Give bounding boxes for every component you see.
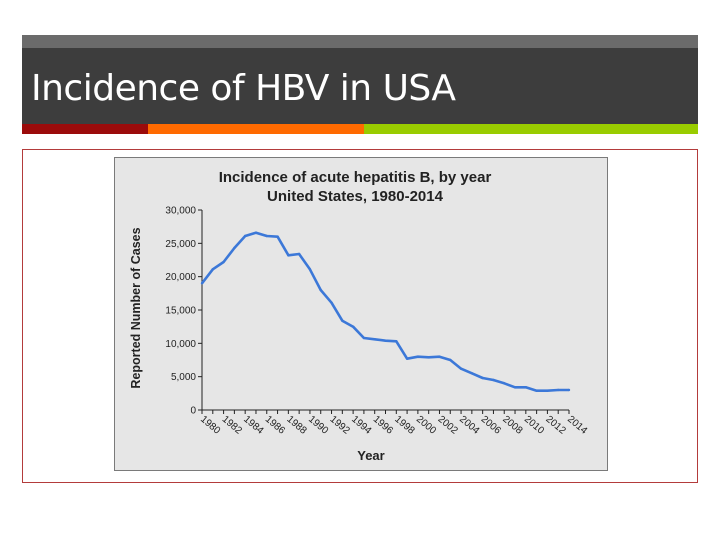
x-tick-label: 2002 bbox=[435, 413, 460, 437]
x-tick-label: 1988 bbox=[284, 413, 309, 437]
x-tick-label: 1998 bbox=[392, 413, 417, 437]
y-tick-label: 25,000 bbox=[165, 238, 196, 250]
x-tick-label: 1980 bbox=[198, 413, 223, 437]
series-line bbox=[202, 233, 569, 391]
y-tick-label: 0 bbox=[190, 405, 196, 417]
data-point bbox=[417, 355, 419, 357]
data-point bbox=[460, 367, 462, 369]
x-tick-label: 1994 bbox=[349, 413, 374, 437]
data-point bbox=[557, 389, 559, 391]
x-tick-label: 1984 bbox=[241, 413, 266, 437]
slide-title: Incidence of HBV in USA bbox=[31, 68, 456, 109]
y-axis-label: Reported Number of Cases bbox=[129, 227, 143, 389]
data-point bbox=[201, 282, 203, 284]
accent-stripe-red bbox=[22, 124, 148, 134]
series-group bbox=[201, 231, 570, 391]
data-point bbox=[276, 235, 278, 237]
data-point bbox=[503, 382, 505, 384]
data-point bbox=[481, 377, 483, 379]
x-tick-label: 2014 bbox=[565, 413, 590, 437]
x-tick-label: 1990 bbox=[306, 413, 331, 437]
title-bar-top-strip bbox=[22, 35, 698, 48]
y-tick-label: 10,000 bbox=[165, 338, 196, 350]
data-point bbox=[244, 235, 246, 237]
y-tick-label: 30,000 bbox=[165, 205, 196, 217]
data-point bbox=[438, 355, 440, 357]
data-point bbox=[374, 338, 376, 340]
x-axis-label: Year bbox=[357, 448, 385, 463]
y-tick-label: 5,000 bbox=[170, 372, 196, 384]
y-ticks bbox=[165, 206, 202, 417]
data-point bbox=[330, 301, 332, 303]
data-point bbox=[568, 389, 570, 391]
data-point bbox=[546, 389, 548, 391]
data-point bbox=[222, 261, 224, 263]
axes bbox=[202, 210, 569, 410]
data-point bbox=[287, 254, 289, 256]
title-bar bbox=[22, 48, 698, 124]
x-tick-label: 1982 bbox=[219, 413, 244, 437]
x-tick-label: 2004 bbox=[457, 413, 482, 437]
chart-title: Incidence of acute hepatitis B, by year bbox=[218, 169, 492, 186]
data-point bbox=[363, 337, 365, 339]
data-point bbox=[309, 268, 311, 270]
data-point bbox=[427, 356, 429, 358]
y-tick-label: 20,000 bbox=[165, 272, 196, 284]
data-point bbox=[535, 389, 537, 391]
data-point bbox=[233, 247, 235, 249]
data-point bbox=[471, 372, 473, 374]
data-point bbox=[406, 357, 408, 359]
data-point bbox=[320, 289, 322, 291]
x-tick-label: 2006 bbox=[478, 413, 503, 437]
data-point bbox=[395, 340, 397, 342]
data-point bbox=[384, 339, 386, 341]
x-tick-label: 2010 bbox=[521, 413, 547, 437]
y-tick-label: 15,000 bbox=[165, 305, 196, 317]
x-tick-label: 2000 bbox=[413, 413, 439, 437]
accent-stripe-green bbox=[364, 124, 698, 134]
data-point bbox=[525, 386, 527, 388]
chart-panel bbox=[114, 157, 608, 471]
x-tick-label: 1986 bbox=[262, 413, 287, 437]
data-point bbox=[298, 253, 300, 255]
data-point bbox=[212, 268, 214, 270]
data-point bbox=[492, 379, 494, 381]
data-point bbox=[255, 231, 257, 233]
data-point bbox=[341, 319, 343, 321]
accent-stripe-orange bbox=[148, 124, 364, 134]
x-tick-label: 1996 bbox=[370, 413, 395, 437]
x-tick-label: 1992 bbox=[327, 413, 352, 437]
chart-subtitle: United States, 1980-2014 bbox=[267, 188, 443, 205]
data-point bbox=[266, 235, 268, 237]
data-point bbox=[514, 386, 516, 388]
x-ticks bbox=[198, 410, 589, 437]
data-point bbox=[352, 325, 354, 327]
x-tick-label: 2008 bbox=[500, 413, 525, 437]
data-point bbox=[449, 359, 451, 361]
line-chart bbox=[115, 158, 607, 470]
x-tick-label: 2012 bbox=[543, 413, 568, 437]
